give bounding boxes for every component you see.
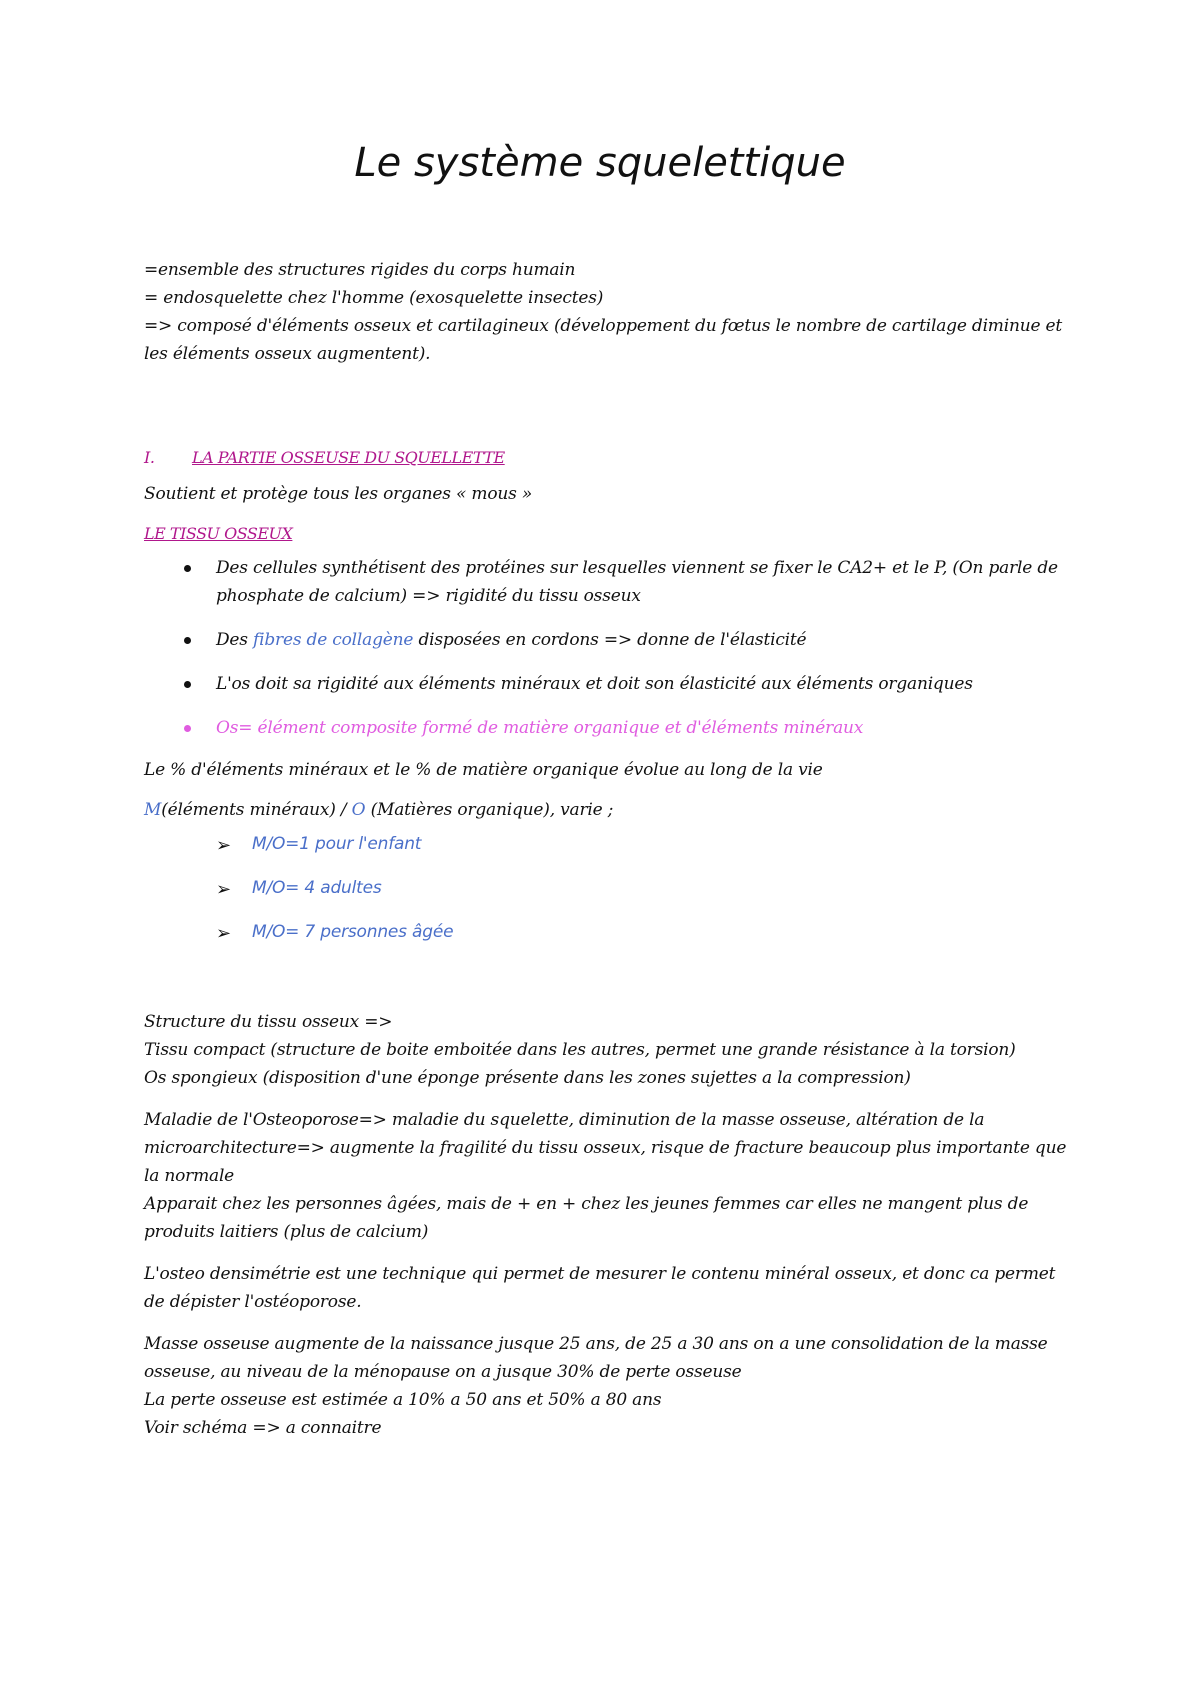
arrow-bullet-icon: ➢ bbox=[216, 879, 231, 900]
bullet-list bbox=[180, 554, 1074, 742]
list-item: Des fibres de collagène disposées en cordons => donne de l'élasticité bbox=[180, 626, 1074, 654]
arrow-bullet-icon: ➢ bbox=[216, 835, 231, 856]
evolution-text: Le % d'éléments minéraux et le % de matière organique évolue au long de la vie bbox=[144, 760, 823, 780]
osteoporose-paragraph: Maladie de l'Osteoporose=> maladie du squelette, diminution de la masse osseuse, altération de la microarchitecture=> augmente la fragilité du tissu osseux, risque de fracture beaucoup plus importante que la normale bbox=[144, 1110, 1067, 1186]
section-heading-text: LA PARTIE OSSEUSE DU SQUELLETTE bbox=[192, 448, 505, 467]
intro-line: => composé d'éléments osseux et cartilagineux (développement du fœtus le nombre de cartilage diminue et les éléments osseux augmentent). bbox=[144, 316, 1063, 364]
structure-line: Os spongieux (disposition d'une éponge présente dans les zones sujettes a la compression) bbox=[144, 1068, 911, 1088]
intro-line: = endosquelette chez l'homme (exosquelette insectes) bbox=[144, 288, 604, 308]
section-lead: Soutient et protège tous les organes « mous » bbox=[144, 484, 533, 504]
list-item: ➢ M/O= 7 personnes âgée bbox=[216, 918, 1074, 946]
list-item: ➢ M/O=1 pour l'enfant bbox=[216, 830, 1074, 858]
page-title: Le système squelettique bbox=[354, 140, 846, 186]
osteoporose-paragraph: Apparait chez les personnes âgées, mais de + en + chez les jeunes femmes car elles ne mangent plus de produits laitiers (plus de calcium) bbox=[144, 1194, 1029, 1242]
ratio-list bbox=[216, 830, 1074, 946]
list-item: Des cellules synthétisent des protéines sur lesquelles viennent se fixer le CA2+ et le P, (On parle de phosphate de calcium) => rigidité du tissu osseux bbox=[180, 554, 1074, 610]
masse-paragraph: Voir schéma => a connaitre bbox=[144, 1418, 382, 1438]
ratio-line: M(éléments minéraux) / O (Matières organique), varie ; bbox=[144, 800, 614, 820]
densimetrie-paragraph: L'osteo densimétrie est une technique qui permet de mesurer le contenu minéral osseux, et donc ca permet de dépister l'ostéoporose. bbox=[144, 1264, 1056, 1312]
structure-line: Tissu compact (structure de boite emboitée dans les autres, permet une grande résistance à la torsion) bbox=[144, 1040, 1016, 1060]
document-body bbox=[144, 256, 1074, 1442]
intro-line: =ensemble des structures rigides du corps humain bbox=[144, 260, 576, 280]
masse-paragraph: La perte osseuse est estimée a 10% a 50 ans et 50% a 80 ans bbox=[144, 1390, 662, 1410]
bullet-icon bbox=[184, 565, 191, 572]
bullet-icon bbox=[184, 637, 191, 644]
bullet-icon bbox=[184, 681, 191, 688]
section-heading bbox=[144, 444, 1074, 472]
highlight-text: fibres de collagène bbox=[253, 630, 414, 650]
list-item: Os= élément composite formé de matière organique et d'éléments minéraux bbox=[180, 714, 1074, 742]
list-item: ➢ M/O= 4 adultes bbox=[216, 874, 1074, 902]
bullet-icon bbox=[184, 725, 191, 732]
structure-line: Structure du tissu osseux => bbox=[144, 1012, 393, 1032]
arrow-bullet-icon: ➢ bbox=[216, 923, 231, 944]
list-item: L'os doit sa rigidité aux éléments minéraux et doit son élasticité aux éléments organiques bbox=[180, 670, 1074, 698]
section-number: I. bbox=[144, 448, 155, 467]
masse-paragraph: Masse osseuse augmente de la naissance jusque 25 ans, de 25 a 30 ans on a une consolidation de la masse osseuse, au niveau de la ménopause on a jusque 30% de perte osseuse bbox=[144, 1334, 1048, 1382]
subsection-heading: LE TISSU OSSEUX bbox=[144, 524, 293, 543]
